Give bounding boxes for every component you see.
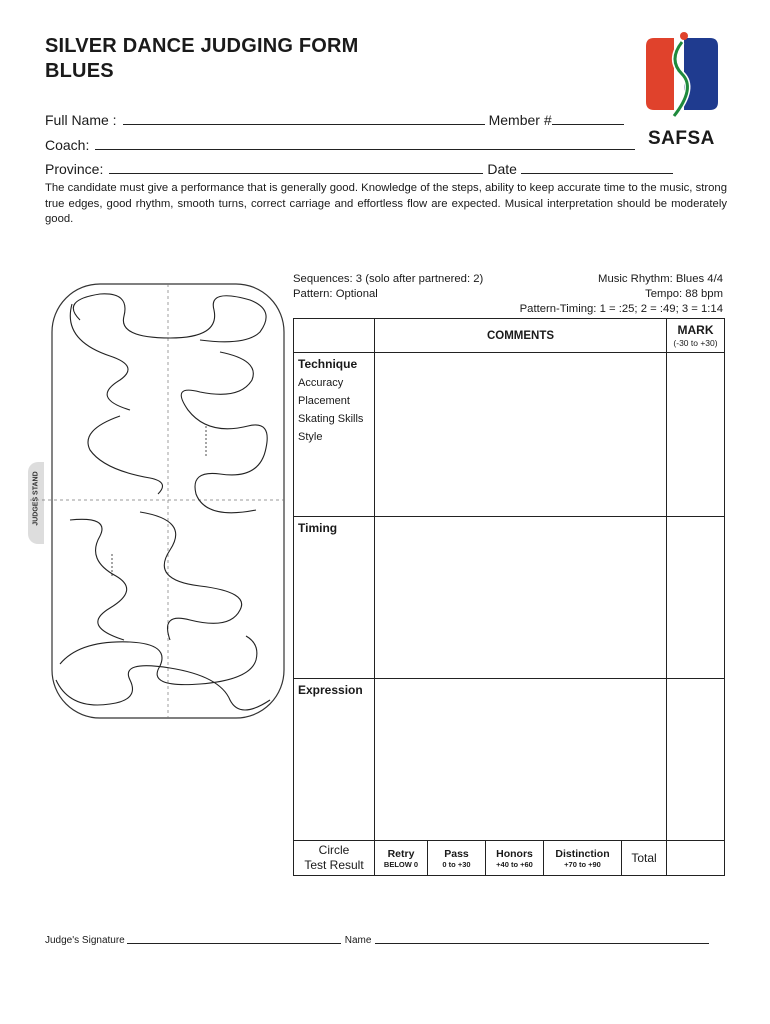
member-field[interactable] xyxy=(552,124,624,125)
circle-test-result xyxy=(294,841,375,876)
technique-comments-field[interactable] xyxy=(375,353,667,517)
logo-text: SAFSA xyxy=(648,128,715,149)
result-option-honors[interactable] xyxy=(486,841,544,876)
pattern-text: Pattern: Optional xyxy=(293,288,378,300)
result-range: 0 to +30 xyxy=(442,859,471,869)
full-name-row xyxy=(45,108,645,128)
province-field[interactable] xyxy=(109,173,483,174)
circle-label: Circle xyxy=(318,843,350,857)
timing-title: Timing xyxy=(298,521,338,535)
full-name-field[interactable] xyxy=(123,124,485,125)
sequences-text: Sequences: 3 (solo after partnered: 2) xyxy=(293,273,484,285)
result-option-pass[interactable] xyxy=(428,841,486,876)
result-label: Retry xyxy=(387,847,415,860)
expression-section xyxy=(294,679,375,841)
signature-row xyxy=(45,935,709,946)
judge-signature-field[interactable] xyxy=(127,943,341,944)
result-label: Honors xyxy=(496,847,533,860)
result-range: +70 to +90 xyxy=(564,859,601,869)
technique-row xyxy=(294,353,725,517)
result-label: Distinction xyxy=(555,847,610,860)
mark-range: (-30 to +30) xyxy=(673,337,718,348)
province-label: Province: xyxy=(45,161,104,177)
name-label: Name xyxy=(344,935,372,946)
judges-stand-label: JUDGES STAND xyxy=(32,471,40,526)
dance-pattern-diagram xyxy=(20,280,290,740)
page-title xyxy=(45,34,359,84)
test-result-label: Test Result xyxy=(304,858,364,872)
full-name-label: Full Name : xyxy=(45,112,117,128)
technique-section xyxy=(294,353,375,517)
mark-label: MARK xyxy=(677,322,714,337)
title-line-1: SILVER DANCE JUDGING FORM xyxy=(45,35,359,57)
total-field[interactable] xyxy=(667,841,725,876)
expression-mark-field[interactable] xyxy=(667,679,725,841)
technique-item: Skating Skills xyxy=(298,413,364,425)
table-header-row xyxy=(294,319,725,353)
music-rhythm-text: Music Rhythm: Blues 4/4 xyxy=(598,273,723,285)
coach-field[interactable] xyxy=(95,149,635,150)
comments-header: COMMENTS xyxy=(375,319,667,353)
timing-comments-field[interactable] xyxy=(375,517,667,679)
coach-row xyxy=(45,133,635,153)
tempo-text: Tempo: 88 bpm xyxy=(645,288,723,300)
province-row xyxy=(45,157,673,177)
name-field[interactable] xyxy=(375,943,709,944)
title-line-2: BLUES xyxy=(45,60,114,82)
date-label: Date xyxy=(487,161,517,177)
result-option-distinction[interactable] xyxy=(544,841,622,876)
total-label: Total xyxy=(622,841,667,876)
date-field[interactable] xyxy=(521,173,673,174)
expression-title: Expression xyxy=(298,683,363,697)
description: The candidate must give a performance that is generally good. Knowledge of the steps, ability to keep accurate time to the music, strong true edges, good rhythm, smooth turns, correct carriage and effortless flow are expected. Musical interpretation should be moderately good. xyxy=(45,182,727,225)
timing-row xyxy=(294,517,725,679)
timing-mark-field[interactable] xyxy=(667,517,725,679)
member-label: Member # xyxy=(488,112,552,128)
result-label: Pass xyxy=(444,847,469,860)
technique-item: Placement xyxy=(298,395,350,407)
expression-row xyxy=(294,679,725,841)
judge-signature-label: Judge's Signature xyxy=(45,935,125,946)
timing-section xyxy=(294,517,375,679)
technique-item: Accuracy xyxy=(298,377,344,389)
mark-header xyxy=(667,319,725,353)
result-row xyxy=(294,841,725,876)
technique-item: Style xyxy=(298,431,323,443)
coach-label: Coach: xyxy=(45,137,90,153)
result-range: BELOW 0 xyxy=(383,859,419,869)
expression-comments-field[interactable] xyxy=(375,679,667,841)
technique-mark-field[interactable] xyxy=(667,353,725,517)
result-range: +40 to +60 xyxy=(496,859,533,869)
pattern-timing-text: Pattern-Timing: 1 = :25; 2 = :49; 3 = 1:14 xyxy=(519,303,723,315)
result-option-retry[interactable] xyxy=(375,841,428,876)
judging-table xyxy=(293,318,725,876)
technique-title: Technique xyxy=(298,357,358,371)
